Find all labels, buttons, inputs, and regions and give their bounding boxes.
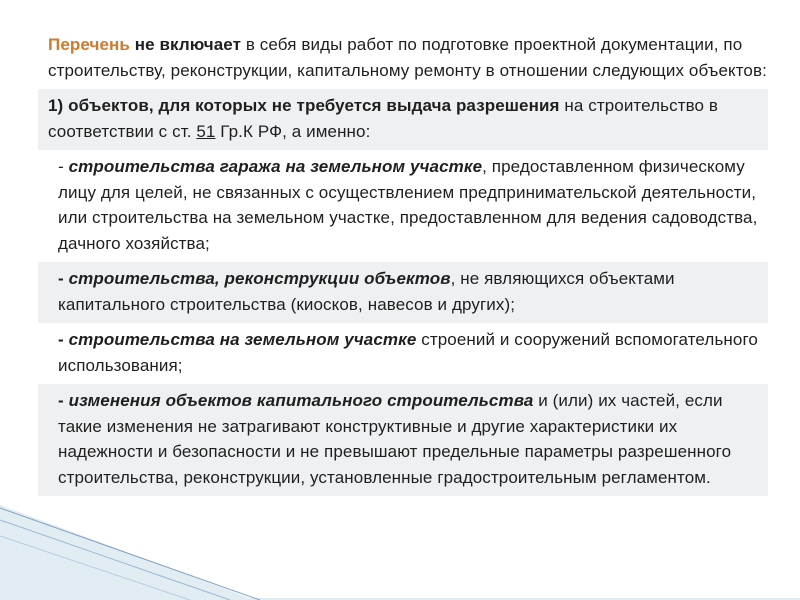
bullet-text: , не являющихся объектами капитального строительства (киосков, навесов и других); [58, 269, 675, 314]
bullet-dash: - [58, 269, 69, 288]
corner-swoosh-line-3 [0, 536, 190, 600]
bullet-text: строений и сооружений вспомогательного использования; [58, 330, 758, 375]
bullet-auxiliary [38, 323, 768, 384]
intro-highlight: Перечень [48, 35, 130, 54]
item-1-bold: 1) объектов, для которых не требуется выдача разрешения [48, 96, 560, 115]
body-text [38, 28, 768, 496]
intro-paragraph [38, 28, 768, 89]
bullet-emphasis: строительства, реконструкции объектов [68, 269, 451, 288]
corner-swoosh-line-2 [0, 520, 230, 600]
bullet-text: , предоставленном физическому лицу для целей, не связанных с осуществлением предпринимательской деятельности, или строительства на земельном участке, предоставленном для ведения садоводства, дачного хозяйства; [58, 157, 758, 253]
article-51-link[interactable]: 51 [196, 121, 216, 141]
bullet-emphasis: строительства гаража на земельном участке [68, 157, 483, 176]
item-1-end: Гр.К РФ, а именно: [215, 121, 371, 141]
bullet-emphasis: строительства на земельном участке [68, 330, 417, 349]
item-1-paragraph [38, 89, 768, 150]
bullet-non-capital [38, 262, 768, 323]
bullet-garage [38, 150, 768, 262]
item-1-rest: на строительство в соответствии с ст. [48, 96, 719, 141]
intro-bold: не включает [129, 35, 242, 54]
bullet-emphasis: изменения объектов капитального строительства [68, 391, 534, 410]
bullet-dash: - [58, 391, 69, 410]
bullet-dash: - [58, 330, 69, 349]
intro-rest: в себя виды работ по подготовке проектной документации, по строительству, реконструкции, капитальному ремонту в отношении следующих объектов: [48, 35, 767, 80]
corner-swoosh-fill [0, 505, 800, 600]
bullet-text: и (или) их частей, если такие изменения не затрагивают конструктивные и другие характеристики их надежности и безопасности и не превышают предельные параметры разрешенного строительства, реконструкции, установленные градостроительным регламентом. [58, 391, 732, 487]
corner-swoosh-line-1 [0, 508, 260, 600]
bullet-dash: - [58, 157, 69, 176]
bullet-modification [38, 384, 768, 496]
